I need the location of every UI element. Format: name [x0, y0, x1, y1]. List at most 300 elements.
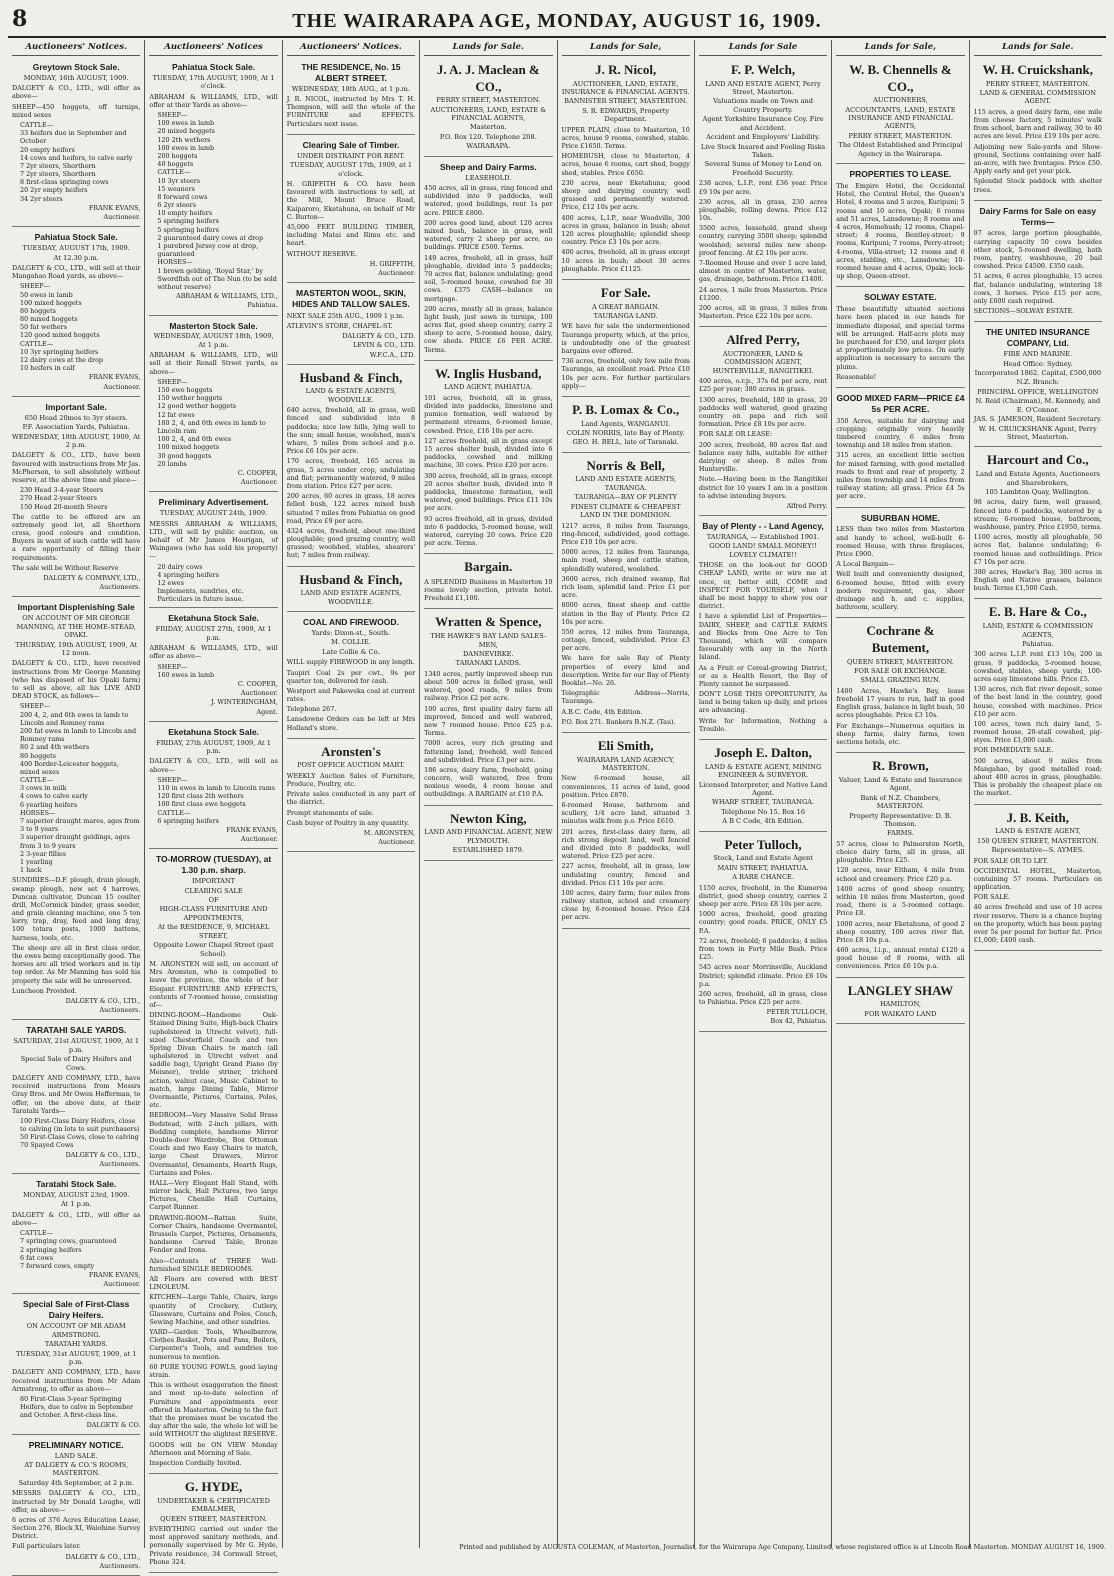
notice-text: EVERYTHING carried out under the most approved sanitary methods, and personally supervised by Mr G. Hyde, Private residence, 34 Cornwall Street, Phone 324.	[149, 1525, 278, 1566]
notice-subtitle: Pahiatua.	[1022, 639, 1054, 648]
notice-list-line: SHEEP—	[157, 662, 188, 671]
notice-text: 260 acres, freehold, all in grass, close to Pahiatua. Price £25 per acre.	[698, 989, 828, 1007]
notice-list-line: 30 good hoggets	[157, 451, 212, 460]
notice-subtitle: TAURANGA LAND.	[593, 311, 658, 320]
notice-title: Important Sale.	[45, 401, 107, 412]
notice-title: P. B. Lomax & Co.,	[572, 401, 680, 417]
notice-title: Joseph E. Dalton,	[714, 745, 812, 760]
notice-signature: Auctioneers.	[99, 1159, 141, 1168]
notice-title: SUBURBAN HOME.	[861, 512, 940, 523]
notice-text: DRAWING-ROOM—Rattan Suite, Corner Chairs, handsome Overmantel, Brussels Carpet, Pictures, Ornaments, handsome Carved Table, Bronze Fender and Irons.	[149, 1213, 278, 1255]
notice-text: Lansdowne Orders can be left at Mrs Holland's store.	[286, 715, 416, 732]
notice-title: Pahiatua Stock Sale.	[171, 61, 256, 72]
notice-list-line: 20 2yr empty heifers	[20, 186, 88, 195]
notice-subtitle: WHARF STREET, TAURANGA.	[712, 798, 815, 807]
notice-text: 640 acres, freehold, all in grass, well fenced and subdivided into 8 paddocks; nice low hills, lying well to the sun; small house, woolshed, man's whare, 5 miles from school and p.o. Price £6 10s per acre.	[286, 406, 416, 456]
notice-text: 60 PURE YOUNG FOWLS, good laying strain.	[149, 1362, 278, 1379]
notice-text: 545 acres near Morrinsville, Auckland District; splendid climate. Price £6 10s p.a.	[698, 963, 828, 988]
notice-list-line: 100 ewes in lamb	[157, 119, 215, 128]
notice	[149, 1476, 277, 1573]
notice-title: Greytown Stock Sale.	[32, 61, 120, 72]
notice-title: Taratahi Stock Sale.	[36, 1179, 117, 1189]
notice-text: DALGETY & CO., LTD., will offer as above—	[12, 84, 141, 101]
notice	[424, 808, 552, 861]
notice-title: MASTERTON WOOL, SKIN, HIDES AND TALLOW SALES.	[292, 288, 410, 309]
notice-subtitle: WAIRARAPA LAND AGENCY, MASTERTON.	[576, 755, 675, 772]
notice-signature: Auctioneer.	[240, 478, 278, 487]
notice-text: 6 acres of 376 Acres Education Lease, Section 276, Block XI, Waiohine Survey District.	[12, 1515, 141, 1541]
notice-text: NEXT SALE 25th AUG., 1909 1 p.m.	[286, 311, 405, 320]
notice-subtitle: Land and Estate Agents, Auctioneers and Sharebrokers,	[975, 470, 1100, 487]
notice-subtitle: W. H. CRUICKSHANK Agent, Perry Street, Masterton.	[978, 424, 1097, 441]
notice-list-line: 2 guaranteed dairy cows at drop	[157, 233, 264, 242]
notice	[699, 329, 827, 516]
notice-subtitle: PRINCIPAL OFFICE, WELLINGTON	[977, 387, 1099, 396]
notice-text: 238 acres, L.I.P., rent £36 year. Price £9 10s per acre.	[698, 179, 828, 196]
notice-text: 8000 acres, finest sheep and cattle station in the Bay of Plenty. Price £2 10s per acre.	[561, 601, 690, 626]
notice-text: 40 acres freehold and use of 10 acres river reserve. There is a chance buying on the property, which has been paying over 5s per pound for butter fat. Price £1,000; £400 cash.	[973, 903, 1102, 945]
notice	[12, 229, 140, 397]
notice-text: 57 acres, close to Palmerston North, choice dairy farm, all in grass, all ploughable. Price £25.	[836, 839, 965, 865]
notice-text: 51 acres, 6 acres ploughable, 15 acres flat, balance undulating, wintering 18 cows, 3 horses. Price £15 per acre, only £600 cash required.	[973, 272, 1102, 305]
notice	[699, 59, 827, 327]
notice-list-line: SHEEP—	[157, 111, 188, 119]
notice-text: DALGETY & CO., LTD., have received instructions from Mr George Manning (who has disposed of his Opaki farm) to sell as above, all his LIVE AND DEAD STOCK, as follows—	[12, 659, 141, 701]
notice-text: Write for Information, Nothing a Trouble.	[698, 716, 828, 733]
notice-list-line: 1 purebred Jersey cow at drop, guaranteed	[157, 242, 259, 259]
notice-subtitle: AT DALGETY & CO.'S ROOMS, MASTERTON.	[24, 1461, 129, 1478]
notice-subtitle: GOOD LAND! SMALL MONEY!! LOVELY CLIMATE!!	[709, 542, 817, 559]
notice-list-line: 34 2yr steers	[20, 194, 63, 203]
notice-list-line: 7 springing cows, guaranteed	[20, 1237, 117, 1246]
notice-subtitle: LAND, ESTATE & COMMISSION AGENTS,	[982, 622, 1094, 639]
notice-subtitle: The Oldest Established and Principal Agency in the Wairarapa.	[838, 141, 963, 158]
notice-list-line: 1 hack	[20, 866, 42, 875]
notice-list-line: 100 First-Class Dairy Heifers, close to calving (in lots to suit purchasers)	[20, 1116, 140, 1134]
column-1	[8, 40, 144, 1570]
notice-signature: DALGETY & CO., LTD.	[342, 332, 416, 341]
notice-text: 450 acres, all in grass, ring fenced and subdivided into 9 paddocks, well watered, good buildings, rent 1s per acre. PRICE £800.	[424, 184, 553, 217]
notice-list-line: 80 hoggets	[20, 751, 56, 760]
notice-subtitle: 650 Head 20mos to 3yr steers.	[24, 413, 128, 422]
notice-list-line: 15 weaners	[157, 184, 195, 193]
notice-subtitle: TUESDAY, AUGUST 24th, 1909.	[159, 509, 268, 518]
notice-text: HOMEBUSH, close to Masterton, 4 acres, house 6 rooms, cart shed, buggy shed, stables. Price £650.	[561, 152, 690, 177]
notice-text: 1300 acres, freehold, 180 in grass, 20 paddocks well watered, good grazing country on papa and rich soil formation. Price £8 10s per acre.	[698, 395, 828, 429]
notice	[562, 399, 690, 453]
notice-text: As a Fruit or Cereal-growing District, or as a Health Resort, the Bay of Plenty cannot be surpassed.	[698, 663, 828, 688]
notice-list-line: 20 empty heifers	[20, 145, 75, 154]
notice-subtitle: A GREAT BARGAIN.	[591, 302, 660, 311]
notice	[836, 620, 964, 753]
notice-list-line: 400 Border-Leicester hoggets, mixed sexes	[20, 759, 119, 776]
notice	[974, 324, 1102, 447]
notice-signature: Auctioneer.	[103, 213, 141, 221]
notice-list-line: 10 3yr steers	[157, 176, 201, 185]
notice-text: 1400 Acres, Hawke's Bay, lease freehold 17 years to run, half in good English grass, balance in light bush, 50 acres ploughable. Price £3 10s.	[836, 686, 965, 720]
notice-text: 1217 acres, 8 miles from Tauranga, ring-fenced, subdivided, good cottage. Price £10 10s per acre.	[561, 521, 690, 546]
notice-subtitle: LEASEHOLD.	[465, 173, 512, 182]
notice-text: Luncheon Provided.	[12, 986, 77, 995]
notice-title: Husband & Finch,	[299, 571, 403, 587]
notice-text: 24 acres, 1 mile from Masterton. Price £1200.	[698, 285, 828, 302]
notice-text: The cattle to be offered are an extremely good lot, all Shorthorn cross, good colours and condition. Buyers in want of such cattle will have a rare opportunity of filling their requirements.	[12, 512, 141, 562]
notice-list-line: HORSES—	[20, 808, 56, 817]
notice-text: ABRAHAM & WILLIAMS, LTD., will offer at their Yards as above—	[149, 92, 278, 109]
column-header: Lands for Sale.	[974, 42, 1102, 56]
notice-list-line: 20 mixed hoggets	[157, 127, 215, 136]
notice-text: 100 acres, first quality dairy farm all improved, fenced and well watered, new 7 roomed house. Price £25 p.a. Terms.	[424, 704, 553, 738]
notice-list-line: 12 dairy cows at the drop	[20, 356, 104, 364]
notice-title: W. H. Cruickshank,	[982, 61, 1094, 77]
notice-subtitle: At the RESIDENCE, 9, MICHAEL STREET,	[157, 923, 270, 940]
notice-signature: Agent.	[256, 707, 278, 716]
notice-text: FOR IMMEDIATE SALE.	[973, 746, 1054, 755]
notice-list-line: 7 superior draught mares, ages from 3 to 9 years	[20, 817, 140, 834]
notice-title: Special Sale of First-Class Dairy Heifers.	[23, 1299, 130, 1321]
column-8	[969, 40, 1106, 1548]
notice-subtitle: TARANAKI LANDS.	[455, 659, 521, 668]
notice-signature: DALGETY & CO.	[86, 1420, 141, 1429]
notice-subtitle: Telephone No 15. Box 16	[721, 807, 806, 816]
notice-subtitle: FOR SALE OR EXCHANGE.	[853, 666, 947, 675]
notice	[149, 851, 277, 1474]
notice-signature: W.F.C.A., LTD.	[369, 350, 416, 359]
column-header: Auctioneers' Notices	[149, 42, 277, 56]
notice	[424, 59, 552, 157]
notice-subtitle: HAMILTON,	[879, 1000, 921, 1009]
notice	[836, 980, 964, 1025]
notice	[149, 724, 277, 850]
notice-subtitle: FRIDAY, 27th AUGUST, 1909, At 1 p.m.	[156, 738, 271, 755]
notice-signature: FRANK EVANS,	[88, 203, 141, 212]
notice-text: Taupiri Coal 2s per cwt., 9s per quarter ton, delivered for cash.	[286, 668, 416, 685]
notice-text: DALGETY & CO., LTD., have been favoured with instructions from Mr Jas. McPherson, to sell absolutely without reserve, at the above time and place—	[12, 451, 141, 484]
notice-text: 230 acres, near Eketahuna; good sheep and dairying country, well grassed and permanently watered. Price, £12 10s per acre.	[561, 178, 690, 212]
notice-list-line: 120 first class 2th wethers	[157, 792, 244, 801]
notice-text: 300 acres, freehold, all in grass, except 20 acres shelter bush, divided into 9 paddocks, limestone formation, well watered, good buildings. Price £11 10s per acre.	[424, 471, 553, 513]
notice-signature: Box 42, Pahiatua.	[770, 1017, 828, 1026]
notice-title: Cochrane & Butement,	[866, 623, 935, 655]
notice-subtitle: Special Sale of Dairy Heifers and Cows.	[20, 1055, 132, 1072]
notice-subtitle: AUCTIONEERS,	[873, 96, 928, 105]
notice-title: Eli Smith,	[597, 737, 654, 753]
notice-list-line: 110 in ewes in lamb to Lincoln rams	[157, 784, 276, 792]
notice-subtitle: S. R. EDWARDS, Property Department.	[582, 106, 670, 124]
notice-text: H. GRIFFITH & CO. have been favoured with instructions to sell, at the Mill, Mount Bruce Road, Kaiparoro, Eketahuna, on behalf of Mr C. Burton—	[286, 180, 416, 221]
notice-text: 300 acres L.I.P. rent £13 10s; 200 in grass, 9 paddocks, 5-roomed house, cowshed, stables, sheep yards; 100-acres easy limestone hills. Price £5.	[973, 650, 1102, 683]
notice-subtitle: UNDER DISTRAINT FOR RENT.	[296, 151, 405, 160]
notice-signature: Auctioneer.	[378, 268, 416, 277]
notice-title: Husband & Finch,	[299, 369, 403, 385]
notice-text: 736 acres, freehold, only few mile from Tauranga, an excellent road. Price £10 10s per acre. For further particulars apply—	[561, 357, 690, 390]
notice-text: 400 acres, L.I.P., near Woodville, 300 acres in grass, balance in bush; about 120 acres ploughable; splendid sheep country. Price £3 10s per acre.	[561, 213, 690, 247]
notice-text: FOR SALE OR LEASE:	[698, 430, 773, 439]
notice-subtitle: Accident and Employers' Liability.	[706, 133, 820, 142]
notice-title: Aronsten's	[321, 743, 381, 759]
notice-text: WEEKLY Auction Sales of Furniture, Produce, Poultry, etc.	[286, 771, 416, 789]
notice-text: Private sales conducted in any part of the district.	[286, 790, 416, 807]
notice-text: For Exchange—Numerous equities in sheep farms, dairy farms, town sections hotels, etc.	[836, 721, 965, 746]
column-header: Lands for Sale	[699, 42, 827, 56]
notice-subtitle: Agent Yorkshire Insurance Coy. Fire and Accident.	[702, 115, 824, 132]
notice-list-line: 7 2yr steers, Shorthorn	[20, 170, 96, 179]
notice	[836, 755, 964, 978]
notice-text: 1000 acres, freehold, good grazing country; good roads. PRICE, ONLY £5 P.A.	[698, 910, 828, 935]
notice-text: 98 acres, dairy farm, well grassed, fenced into 6 paddocks, watered by a stream; 6-roomed house, bathroom, washhouse, pantry. Price £1950, terms.	[973, 498, 1102, 531]
notice-list-line: 80 mixed hoggets	[20, 315, 78, 324]
notice-text: 200 acres, 60 acres in grass, 18 acres felled bush, 122 acres mixed bush situated 7 miles from Pahiatua on good road, Price £9 per acre.	[286, 492, 416, 525]
notice-list-line: 200 4, 2, and 6th ewes in lamb to Lincoln and Romney rams	[20, 710, 129, 727]
notice-list-line: 3 cows in milk	[20, 784, 67, 793]
notice	[974, 449, 1102, 599]
notice-text: Adjoining new Sale-yards and Show-ground, Sections containing over half-an-acre, with two frontages. Price £50. Apply early and get your pick.	[973, 142, 1102, 176]
notice-signature: Auctioneers.	[99, 1006, 141, 1015]
notice-list-line: 10 heifers in calf	[20, 364, 75, 373]
notice-text: Splendid Stock paddock with shelter trees.	[973, 177, 1102, 194]
notice-subtitle: FIRE AND MARINE.	[1003, 350, 1073, 359]
notice-subtitle: FARMS.	[887, 829, 914, 838]
notice-text: 1340 acres, partly improved sheep run about 500 acres in felled grass, well watered, good roads, 9 miles from railway. Price £2 per acre.	[424, 669, 553, 703]
notice-text: LESS than two miles from Masterton and handy to school, well-built 6-roomed House, with three fireplaces, Price £900.	[836, 525, 965, 558]
notice-text: Full particulars later.	[12, 1542, 81, 1551]
notice-text: 500 acres, about 9 miles from Mangahao, by good metalled road; about 400 acres in grass, ploughable. This is probably the cheapest place on the market.	[973, 756, 1102, 798]
notice	[836, 289, 964, 388]
notice-subtitle: A B C Code, 4th Edition.	[722, 817, 804, 826]
notice-signature: Pahiatua.	[247, 301, 278, 310]
notice-title: J. R. Nicol,	[595, 61, 657, 77]
notice-text: The sale will be Without Reserve	[12, 563, 119, 572]
notice-subtitle: PERRY STREET, MASTERTON.	[848, 131, 953, 140]
notice-text: 101 acres, freehold, all in grass, divided into paddocks, limestone and pumice formation, well watered by permanent streams, 6-roomed house, cowshed. Price, £16 10s per acre.	[424, 393, 553, 435]
notice-list-line: 100 mixed hoggets	[20, 298, 82, 307]
notice-subtitle: Yards: Dixon-st., South.	[311, 629, 391, 637]
notice-subtitle: Valuations made on Town and Country Property.	[713, 97, 813, 114]
notice	[149, 59, 277, 316]
notice-list-line: 50 fat wethers	[20, 323, 67, 332]
notice-text: 5000 acres, 12 miles from Tauranga, main road, sheep and cattle station, splendidly watered, woolshed.	[561, 548, 690, 573]
notice-subtitle: Property Representative: D. B. Thomson.	[849, 811, 952, 828]
notice-text: DALGETY & CO., LTD., will sell as above—	[149, 757, 278, 774]
notice-text: We have for sale Bay of Plenty properties of every kind and description. Write for our Bay of Plenty Booklet—No. 26.	[561, 654, 690, 687]
notice-list-line: 150 wether hoggets	[157, 394, 223, 403]
notice-list-line: 33 heifers due in September and October	[20, 129, 127, 146]
notice-text: 550 acres, 12 miles from Tauranga, cottage, fenced, subdivided. Price £3 per acre.	[561, 627, 690, 653]
notice-subtitle: Representative—S. AYMES.	[991, 846, 1085, 855]
notice-list-line: 80 2 and 4th wethers	[20, 743, 90, 752]
notice-list-line: 6 yearling heifers	[20, 800, 78, 809]
notice-text: Cash buyer of Poultry in any quantity.	[286, 818, 409, 827]
notice-subtitle: LAND AND ESTATE AGENTS, TAURANGA.	[575, 475, 677, 492]
notice-text: Telegraphic Address—Norris, Tauranga.	[561, 689, 690, 706]
notice	[149, 494, 277, 608]
notice	[287, 569, 415, 613]
masthead	[8, 6, 1106, 38]
notice	[836, 59, 964, 164]
notice-text: MESSRS ABRAHAM & WILLIAMS, LTD., will sell by public auction, on behalf of Mr James Hourigan, of Waingawa (who has sold his property)—	[149, 519, 278, 561]
notice-list-line: 10 empty heifers	[157, 209, 213, 218]
notice-text: BEDROOM—Very Massive Solid Brass Bedstead, with 2-inch pillars, with Bedding complete, handsome Mirror Double-door Wardrobe, Box Ottoman Couch and two Easy Chairs to match, large Chest Drawers, Mirror Overmantel, Ornaments, Hearth Rugs, Curtains and Poles.	[149, 1111, 278, 1177]
notice-text: 200 acres, freehold, 80 acres flat and balance easy hills, suitable for either dairying or sheep. 8 miles from Hunterville.	[698, 440, 828, 474]
notice	[974, 601, 1102, 804]
notice-text: ATLEVIN'S STORE, CHAPEL-ST.	[286, 322, 393, 330]
notice-title: Harcourt and Co.,	[987, 452, 1089, 468]
notice-list-line: CATTLE—	[20, 120, 54, 129]
notice-subtitle: Licensed Interpreter, and Native Land Agent.	[698, 780, 828, 797]
notice-text: 400 acres, o.r.p., 37s 6d per acre, rent £25 per year; 380 acres in grass.	[698, 377, 828, 394]
notice-text: 400 acres, freehold, all in grass except 10 acres in bush; about 30 acres ploughable. Price £1125.	[561, 248, 690, 273]
notice	[12, 1022, 140, 1174]
notice-list-line: 100 2, 4, and 6th ewes	[157, 435, 232, 444]
notice-title: THE UNITED INSURANCE COMPANY, Ltd.	[985, 327, 1090, 349]
notice-signature: ABRAHAM & WILLIAMS, LTD.,	[176, 292, 278, 301]
notice-text: The Empire Hotel, the Occidental Hotel, the Central Hotel, the Queen's Hotel, 4 rooms and 5 acres, Kuripuni; 5 rooms and 10 acres, Opaki; 6 rooms and 51 acres, Lansdowne; 8 rooms and 4 acres, Homebush; 12 rooms, Chapel-street; 4 rooms, Bentley-street; 9 rooms, Kuripuni; 7 rooms, Perry-street; 4-rooms, Villa-street; 12 rooms and 6 acres, stabling, etc., Lansdowne; 10-roomed house and 4 acres, Opaki; lock-up shop, Queen-street.	[836, 182, 965, 281]
columns-container	[8, 40, 1106, 1570]
notice-list-line: 270 Head 2-year Steers	[20, 494, 97, 503]
notice-signature: Auctioneer.	[103, 1280, 141, 1289]
notice-text: J. R. NICOL, instructed by Mrs T. H. Thompson, will sell the whole of the FURNITURE and EFFECTS. Particulars next issue.	[286, 95, 416, 128]
notice-title: PRELIMINARY NOTICE.	[28, 1439, 124, 1450]
notice-subtitle: AUCTIONEER, LAND, ESTATE, INSURANCE & FINANCIAL AGENTS.	[561, 79, 690, 96]
column-6	[694, 40, 831, 1548]
column-header: Auctioneers' Notices.	[287, 42, 415, 56]
notice-list-line: 8 forward cows	[157, 192, 208, 201]
notice	[287, 741, 415, 853]
notice-list-line: 10 3yr springing heifers	[20, 347, 99, 356]
page-number: 8	[12, 6, 28, 32]
notice-list-line: 100 first class ewe hoggets	[157, 800, 246, 809]
notice-subtitle: N. Reid (Chairman), M. Kennedy, and E. O'Connor.	[975, 397, 1101, 414]
notice-subtitle: WAIRARAPA.	[466, 142, 511, 151]
notice-subtitle: JAS. S. JAMESON, Resident Secretary.	[973, 415, 1102, 424]
column-3	[282, 40, 419, 1548]
notice	[974, 807, 1102, 952]
notice-text: 1400 acres of good sheep country, within 18 miles from Masterton, good road, there is a 5-roomed cottage. Price £8.	[836, 884, 965, 918]
notice	[287, 137, 415, 283]
notice-title: J. B. Keith,	[1006, 809, 1070, 825]
notice-list-line: SHEEP—	[157, 377, 188, 386]
notice-list-line: SHEEP—	[157, 775, 188, 784]
notice-subtitle: OF	[208, 895, 219, 904]
notice-text: 72 acres, freehold; 6 paddocks; 4 miles from town in Forty Mile Bush. Price £25.	[698, 936, 828, 962]
notice-title: SOLWAY ESTATE.	[864, 292, 937, 303]
notice	[699, 834, 827, 1032]
notice-subtitle: AUCTIONEERS, LAND, ESTATE & FINANCIAL AGENTS,	[430, 105, 547, 122]
notice-text: 170 acres, freehold, 165 acres in grass, 5 acres under crop, undulating and flat; permanently watered, 9 miles from station. Price £27 per acre.	[286, 457, 416, 490]
notice-subtitle: TAURANGA—BAY OF PLENTY	[574, 493, 677, 502]
notice-subtitle: CLEARING SALE	[184, 886, 243, 895]
notice-text: 200 acres, mostly all in grass, balance light bush, just sown in turnips, 100 acres flat, good sheep country, carry 2 sheep to acre, 5-roomed house, dairy, cow sheds. PRICE £6 PER ACRE. Terms.	[424, 304, 553, 354]
notice-text: 149 acres, freehold, all in grass, half ploughable, divided into 5 paddocks; 70 acres flat, balance undulating; good soil, 5-roomed house, cowshed for 30 cows. £375 CASH—balance on mortgage.	[424, 253, 553, 303]
notice-list-line: 5 springing heifers	[157, 217, 219, 226]
notice-subtitle: MONDAY, 16th AUGUST, 1909.	[23, 73, 129, 82]
notice-subtitle: Opposite Lower Chapel Street (past School).	[153, 941, 274, 958]
notice-signature: PETER TULLOCH,	[766, 1008, 828, 1017]
notice-list-line: 12 ewes	[157, 578, 184, 587]
notice	[12, 1296, 140, 1434]
notice-subtitle: 105 Lambton Quay, Wellington.	[985, 487, 1091, 496]
column-header: Lands for Sale,	[836, 42, 964, 56]
notice-subtitle: At 12.30 p.m.	[53, 253, 99, 262]
notice-list-line: 6 springing heifers	[157, 816, 219, 825]
notice-text: P.O. Box 271. Bankers B.N.Z. (Tau).	[561, 717, 676, 726]
notice-list-line: 120 good mixed hoggets	[20, 331, 100, 340]
notice-list-line: 200 fat ewes in lamb to Lincoln and Romney rams	[20, 726, 137, 744]
notice-list-line: 2 springing heifers	[20, 1245, 82, 1254]
notice-text: 7-Roomed House and over 1 acre land, almost in centre of Masterton, water, gas, drainage, bathroom. Price £1400.	[698, 259, 828, 284]
notice-text: DINING-ROOM—Handsome Oak-Stained Dining Suite, High-back Chairs (upholstered in Utrecht velvet), full-sized Chesterfield Couch and two Spring Divan Chairs to match (all upholstered in Utrecht velvet and saddle bag), Upright Grand Piano (by Meisner), treble striner, trichord action, walnut case, Music Cabinet to match, large Dining Table, Mirror Overmantle, Pictures, Curtains, Poles, etc.	[149, 1011, 278, 1110]
notice-subtitle: THURSDAY, 19th AUGUST, 1909, At 12 noon.	[15, 640, 137, 657]
notice-text: 100 acres, dairy farm; four miles from railway station, school and creamery close by, 6-roomed house. Price £24 per acre.	[561, 888, 690, 922]
notice-text: A.B.C. Code, 4th Edition.	[561, 707, 643, 716]
notice-subtitle: ON ACCOUNT OF MR GEORGE MANNING, AT THE HOME-STEAD, OPAKI.	[16, 614, 136, 640]
notice-text: 127 acres freehold, all in grass except 15 acres shelter bush, divided into 6 paddocks, cowshed and milking machine, 30 cows. Price £20 per acre.	[424, 436, 553, 470]
notice-subtitle: Several Sums of Money to Lend on Freehold Security.	[704, 160, 822, 177]
notice-signature: DALGETY & CO., LTD.,	[65, 1150, 141, 1159]
notice-signature: DALGETY & CO., LTD.,	[65, 996, 141, 1005]
notice-text: WE have for sale the undermentioned Tauranga property, which, at the price, is undoubtedly one of the greatest bargains ever offered.	[561, 322, 690, 355]
notice-signature: H. GRIFFITH,	[369, 259, 416, 268]
notice-signature: DALGETY & COMPANY, LTD.,	[43, 574, 141, 582]
notice-title: E. B. Hare & Co.,	[988, 604, 1087, 620]
notice-list-line: 6 2yr steers	[157, 201, 196, 210]
notice-list-line: 80 hoggets	[20, 306, 56, 315]
notice-text: 1100 acres, mostly all ploughable, 50 acres flat, balance undulating; 6-roomed house and outbuildings. Price £7 10s per acre.	[973, 533, 1102, 566]
notice-text: HALL—Very Elegant Hall Stand, with mirror back, Hall Pictures, two large Pictures, Chenille Hall Curtains, Carpet Runner.	[149, 1178, 278, 1212]
notice-subtitle: Late Collie & Co.	[322, 647, 380, 656]
notice-text: 97 acres, large portion ploughable, carrying capacity 50 cows besides other stock, 5-roomed dwelling, bath room, pantry, washhouse, 20 bail cowshed. Price £4500. £350 cash.	[973, 229, 1102, 271]
notice-subtitle: MONDAY, AUGUST 23rd, 1909.	[22, 1190, 130, 1199]
notice-text: Reasonable!	[836, 372, 877, 381]
notice	[562, 282, 690, 397]
notice-signature: Auctioneers.	[99, 583, 141, 592]
notice-title: Norris & Bell,	[586, 457, 665, 473]
notice-text: 100 acres, town rich dairy land, 5-roomed house, 20-stall cowshed, pig-styes. Price £1,000 cash.	[973, 719, 1102, 745]
notice-list-line: 80 First-Class 3-year Springing Heifers, due to calve in September and October. A first-class line.	[20, 1394, 134, 1420]
notice	[424, 556, 552, 609]
notice	[562, 59, 690, 280]
notice-title: PROPERTIES TO LEASE.	[849, 169, 952, 180]
notice-title: Clearing Sale of Timber.	[302, 139, 400, 150]
notice-list-line: 100 mixed hoggets	[157, 443, 219, 452]
notice-title: G. HYDE,	[184, 1479, 243, 1495]
notice	[287, 367, 415, 567]
notice-text: MESSRS DALGETY & CO., LTD., instructed by Mr Donald Loughe, will offer, as above—	[12, 1489, 141, 1514]
notice-text: A SPLENDID Business in Masterton 10 rooms lovely section, private hotel. Freehold £1,100.	[424, 577, 553, 603]
notice-text: FOR SALE.	[973, 893, 1011, 902]
notice-title: TO-MORROW (TUESDAY), at 1.30 p.m. sharp.	[155, 854, 272, 876]
notice-subtitle: TUESDAY, AUGUST 17th, 1909, at 1 o'clock.	[289, 161, 413, 178]
column-header: Lands for Sale,	[562, 42, 690, 56]
notice-list-line: 4 cows to calve early	[20, 792, 88, 801]
notice-subtitle: TUESDAY, 17th AUGUST, 1909, At 1 o'clock.	[152, 73, 275, 91]
notice-list-line: 3 superior draught geldings, ages from 3 to 9 years	[20, 833, 130, 850]
notice-text: 3500 acres, leasehold, grand sheep country, carrying 3500 sheep; splendid woolshed; several miles new sheep-proof fencing. At £2 10s per acre.	[698, 224, 828, 257]
notice-text: 6-roomed House, bathroom and scullery, 1/4 acre land, situated 3 minutes walk from p.o. Price £610.	[561, 801, 690, 826]
notice-subtitle: ON ACCOUNT OF MR ADAM ARMSTRONG.	[26, 1322, 126, 1339]
notice-signature: Auctioneer.	[378, 838, 416, 847]
notice-subtitle: BANNISTER STREET, MASTERTON.	[564, 97, 688, 106]
notice	[149, 318, 277, 493]
notice-signature: Auctioneer.	[103, 382, 141, 391]
notice-text: 315 acres, an excellent little section for mixed farming, with good metalled roads to front and rear of property, 2 miles from township and 14 miles from railway station; all grass. Price £4 5s per acre.	[836, 451, 965, 501]
notice-text: WILL supply FIREWOOD in any length.	[286, 658, 415, 667]
notice-title: Bargain.	[464, 559, 513, 575]
notice-subtitle: TARATAHI YARDS.	[44, 1340, 108, 1349]
notice	[562, 735, 690, 929]
notice-text: 115 acres, a good dairy farm, one mile from cheese factory, 5 minutes' walk from school, barn and railway, 30 to 40 acres are level. Price £19 10s per acre.	[973, 107, 1102, 141]
notice-signature: FRANK EVANS,	[226, 825, 278, 834]
